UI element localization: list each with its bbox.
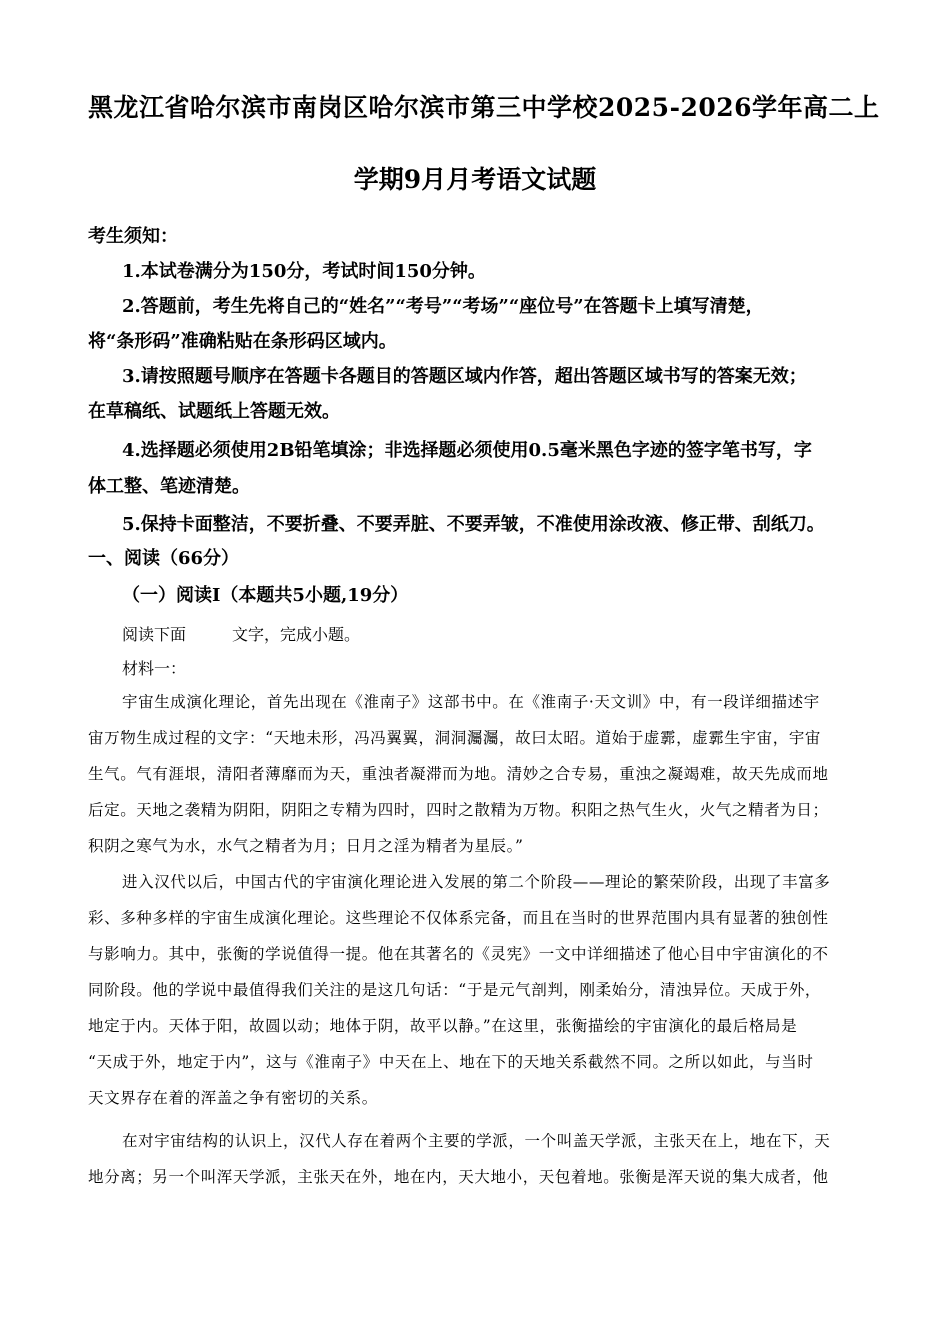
passage-line: 与影响力。其中，张衡的学说值得一提。他在其著名的《灵宪》一文中详细描述了他心目中宇宙演化的不 [88,945,829,963]
notice-item-2-cont: 将“条形码”准确粘贴在条形码区域内。 [88,331,397,352]
passage-line: 积阴之寒气为水，水气之精者为月；日月之淫为精者为星辰。” [88,837,524,855]
notice-item-2: 2.答题前，考生先将自己的“姓名”“考号”“考场”“座位号”在答题卡上填写清楚， [122,296,764,317]
passage-line: 彩、多种多样的宇宙生成演化理论。这些理论不仅体系完备，而且在当时的世界范围内具有显著的独创性 [88,909,829,927]
passage-line: “天成于外，地定于内”，这与《淮南子》中天在上、地在下的天地关系截然不同。之所以如此，与当时 [88,1053,814,1071]
notice-item-4-cont: 体工整、笔迹清楚。 [88,476,250,497]
notice-item-3-cont: 在草稿纸、试题纸上答题无效。 [88,401,340,422]
passage-line: 同阶段。他的学说中最值得我们关注的是这几句话：“于是元气剖判，刚柔始分，清浊异位。天成于外， [88,981,822,999]
exam-title-line-1: 黑龙江省哈尔滨市南岗区哈尔滨市第三中学校2025-2026学年高二上 [88,93,880,122]
material-label: 材料一： [122,659,187,678]
notice-heading: 考生须知： [88,226,178,247]
notice-item-4: 4.选择题必须使用2B铅笔填涂；非选择题必须使用0.5毫米黑色字迹的签字笔书写，字 [122,440,812,461]
reading-instruction-b: 文字，完成小题。 [232,625,361,644]
exam-title-line-2: 学期9月月考语文试题 [353,165,597,194]
passage-line: 宙万物生成过程的文字：“天地未形，冯冯翼翼，洞洞灟灟，故曰太昭。道始于虚霩，虚霩生宇宙，宇宙 [88,729,822,747]
passage-line: 进入汉代以后，中国古代的宇宙演化理论进入发展的第二个阶段——理论的繁荣阶段，出现了丰富多 [122,873,831,891]
passage-line: 宇宙生成演化理论，首先出现在《淮南子》这部书中。在《淮南子·天文训》中，有一段详细描述宇 [122,693,820,711]
passage-line: 生气。气有涯垠，清阳者薄靡而为天，重浊者凝滞而为地。清妙之合专易，重浊之凝竭难，故天先成而地 [88,765,829,783]
notice-item-1: 1.本试卷满分为150分，考试时间150分钟。 [122,261,486,282]
sub-section-heading: （一）阅读Ⅰ（本题共5小题,19分） [122,585,409,606]
passage-line: 地分离；另一个叫浑天学派，主张天在外，地在内，天大地小，天包着地。张衡是浑天说的集大成者，他 [88,1168,829,1186]
passage-line: 天文界存在着的浑盖之争有密切的关系。 [88,1089,378,1107]
passage-line: 后定。天地之袭精为阴阳，阴阳之专精为四时，四时之散精为万物。积阳之热气生火，火气之精者为日； [88,801,829,819]
reading-instruction-a: 阅读下面 [122,625,187,644]
passage-line: 地定于内。天体于阳，故圆以动；地体于阴，故平以静。”在这里，张衡描绘的宇宙演化的最后格局是 [88,1017,798,1035]
notice-item-3: 3.请按照题号顺序在答题卡各题目的答题区域内作答，超出答题区域书写的答案无效； [122,366,807,387]
notice-item-5: 5.保持卡面整洁，不要折叠、不要弄脏、不要弄皱，不准使用涂改液、修正带、刮纸刀。 [122,514,825,535]
passage-line: 在对宇宙结构的认识上，汉代人存在着两个主要的学派，一个叫盖天学派，主张天在上，地在下，天 [122,1132,831,1150]
section-heading: 一、阅读（66分） [88,548,240,569]
